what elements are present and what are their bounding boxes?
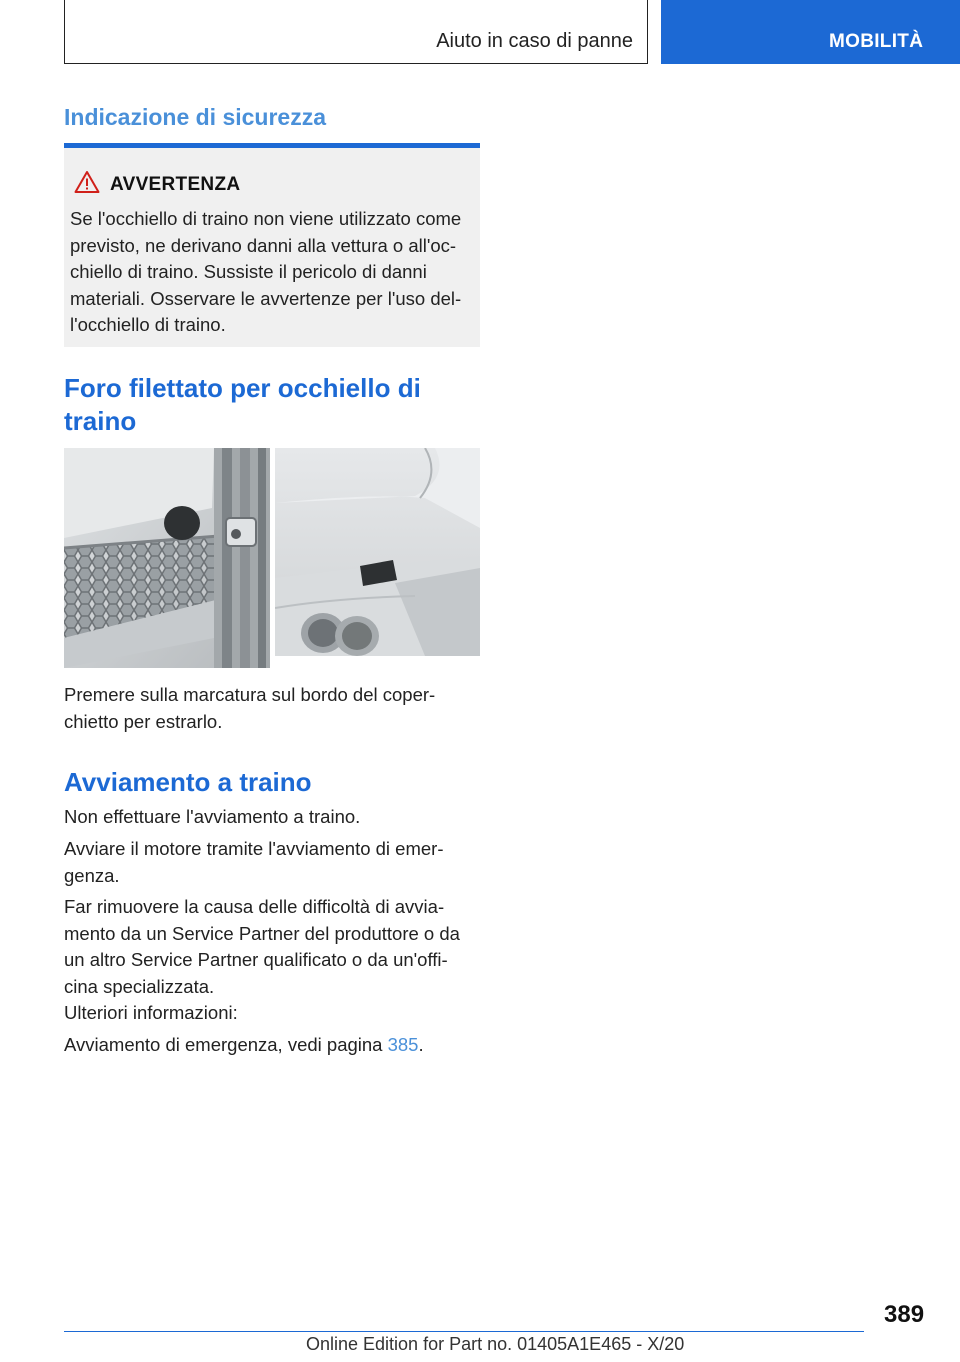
header-section-title: Aiuto in caso di panne [436,30,633,52]
header-chapter-tab: MOBILITÀ [661,0,960,64]
safety-heading: Indicazione di sicurezza [64,104,327,130]
tow-start-paragraph-3 [64,894,484,1000]
paragraph-line: genza. [64,864,120,886]
footer-edition: Online Edition for Part no. 01405A1E465 - X/20 [306,1334,685,1354]
paragraph-line: Ulteriori informazioni: [64,1002,238,1023]
front-bumper-photo [64,448,270,668]
warning-box [64,143,480,347]
header-section-box [64,0,648,64]
paragraph-line: Far rimuovere la causa delle difficoltà di avvia‐ [64,896,445,917]
warning-line: chiello di traino. Sussiste il pericolo di danni [70,261,427,282]
paragraph-line: Avviare il motore tramite l'avviamento di emer‐ [64,838,444,859]
heading-line: traino [64,406,137,436]
warning-title: AVVERTENZA [110,174,241,195]
paragraph-line: Non effettuare l'avviamento a traino. [64,806,361,827]
tow-start-paragraph-5 [64,1032,484,1059]
tow-start-paragraph-2 [64,836,484,889]
reference-text: Avviamento di emergenza, vedi pagina [64,1034,388,1055]
paragraph-line [64,1032,484,1059]
heading-line: Foro filettato per occhiello di [64,373,421,403]
paragraph-line: cina specializzata. [64,975,215,997]
warning-line: previsto, ne derivano danni alla vettura o all'oc‐ [70,234,457,256]
caption-line: chietto per estrarlo. [64,710,223,732]
warning-text [70,206,482,339]
page-number: 389 [884,1301,925,1328]
warning-line: materiali. Osservare le avvertenze per l'uso del‐ [70,287,462,309]
tow-start-heading: Avviamento a traino [64,767,312,797]
reference-end: . [418,1034,424,1055]
caption-line: Premere sulla marcatura sul bordo del coper‐ [64,684,436,705]
paragraph-line: mento da un Service Partner del produttore o da [64,922,460,944]
tow-start-paragraph-1 [64,804,484,831]
photo-caption [64,682,484,735]
paragraph-line: un altro Service Partner qualificato o da un'offi‐ [64,949,448,970]
warning-line: Se l'occhiello di traino non viene utilizzato come [70,208,462,229]
warning-triangle-icon [74,170,100,194]
warning-line: l'occhiello di traino. [70,314,226,335]
page-reference-link[interactable]: 385 [387,1034,419,1055]
thread-section-heading [64,372,421,438]
tow-start-paragraph-4 [64,1000,484,1027]
rear-bumper-photo [275,448,480,656]
footer-divider [64,1331,864,1332]
